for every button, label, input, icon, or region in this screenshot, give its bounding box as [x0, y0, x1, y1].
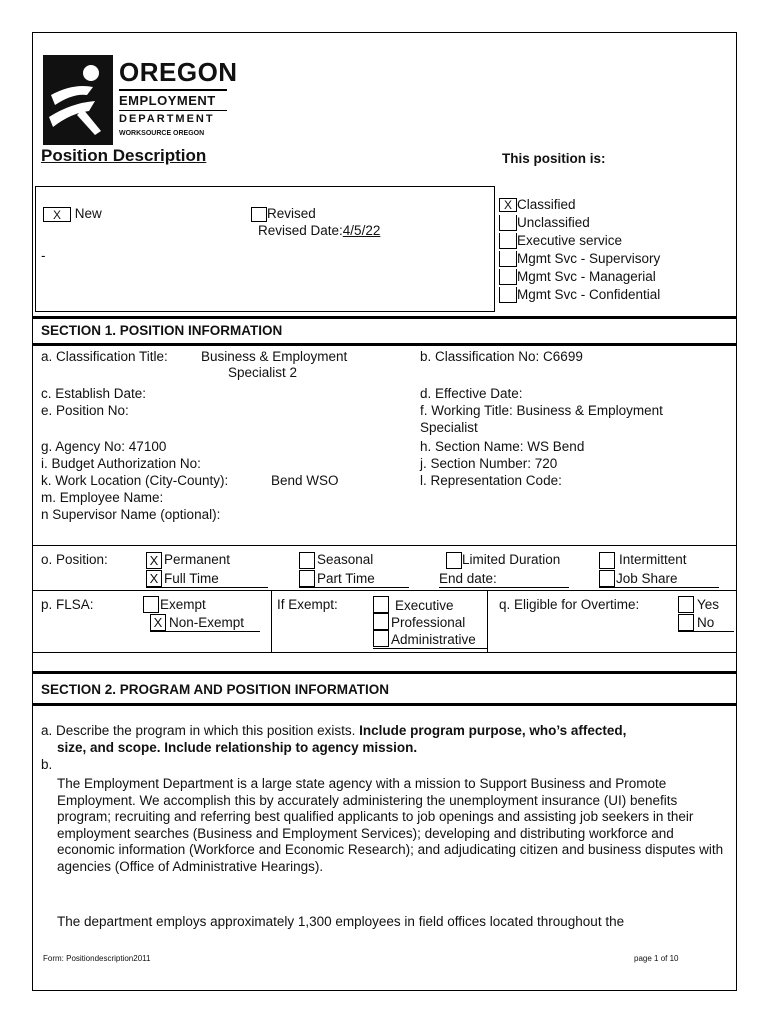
- mgmt-confidential-label: Mgmt Svc - Confidential: [517, 287, 661, 302]
- establish-date: c. Establish Date:: [41, 386, 147, 401]
- representation-code: l. Representation Code:: [420, 473, 562, 488]
- permanent-checkbox[interactable]: X: [146, 552, 162, 569]
- mgmt-managerial-label: Mgmt Svc - Managerial: [517, 269, 656, 284]
- end-date-label: End date:: [439, 571, 497, 586]
- fulltime-label: Full Time: [164, 571, 219, 586]
- logo-department: DEPARTMENT: [119, 113, 215, 125]
- logo-employment: EMPLOYMENT: [119, 93, 216, 108]
- parttime-label: Part Time: [317, 571, 375, 586]
- status-box: [35, 186, 495, 312]
- jobshare-checkbox[interactable]: [599, 570, 615, 587]
- revised-date-label: Revised Date:: [258, 223, 343, 238]
- mgmt-supervisory-label: Mgmt Svc - Supervisory: [517, 251, 661, 266]
- classification-list: [499, 196, 660, 304]
- section1-title: SECTION 1. POSITION INFORMATION: [41, 323, 283, 338]
- logo-divider: [119, 89, 227, 91]
- flsa-underline: [150, 631, 260, 632]
- position-underline-2: [299, 587, 409, 588]
- section1-top-rule: [33, 316, 736, 319]
- executive-service-label: Executive service: [517, 233, 623, 248]
- position-underline-4: [599, 587, 719, 588]
- nonexempt-checkbox[interactable]: X: [150, 614, 166, 631]
- section-name: h. Section Name: WS Bend: [420, 439, 585, 454]
- classification-title-value-2: Specialist 2: [228, 365, 298, 380]
- new-checkbox[interactable]: X: [43, 207, 71, 222]
- work-location-label: k. Work Location (City-County):: [41, 473, 229, 488]
- revised-label: Revised: [267, 206, 316, 221]
- oregon-employment-logo: [43, 55, 113, 145]
- mgmt-managerial-checkbox[interactable]: [499, 269, 517, 285]
- working-title: f. Working Title: Business & Employment: [420, 403, 663, 418]
- position-underline-1: [146, 587, 268, 588]
- professional-label: Professional: [391, 615, 466, 630]
- executive-checkbox[interactable]: [373, 596, 389, 613]
- classification-option[interactable]: [499, 214, 660, 232]
- flsa-divider: [271, 590, 272, 652]
- footer-form: Form: Positiondescription2011: [43, 954, 151, 963]
- section2-question-a: [41, 723, 626, 738]
- section2-top-rule: [33, 671, 736, 674]
- logo-divider-2: [119, 110, 227, 111]
- classification-option[interactable]: [499, 196, 660, 214]
- effective-date: d. Effective Date:: [420, 386, 523, 401]
- program-paragraph-1: The Employment Department is a large state agency with a mission to Support Business and Promote Employment. We accomplish this by accurately administering the unemployment insurance (UI) benefits program; recruiting and referring best qualified applicants to job openings and assisting job seekers in their employment searches (Business and Employment Services); developing and distributing workforce and economic information (Workforce and Economic Research); and adjudicating citizen and business disputes with agencies (Office of Administrative Hearings).: [57, 776, 724, 874]
- position-underline-3: [439, 587, 569, 588]
- classification-option[interactable]: [499, 232, 660, 250]
- classification-option[interactable]: [499, 268, 660, 286]
- unclassified-checkbox[interactable]: [499, 215, 517, 231]
- overtime-yes-label: Yes: [697, 597, 720, 612]
- intermittent-checkbox[interactable]: [599, 552, 615, 569]
- overtime-underline: [678, 631, 734, 632]
- section2-title-rule: [33, 703, 736, 706]
- flsa-row-rule: [33, 590, 736, 591]
- exempt-underline: [373, 648, 487, 649]
- classified-checkbox[interactable]: X: [499, 198, 517, 212]
- question-a-text: a. Describe the program in which this position exists.: [41, 723, 360, 738]
- classification-title-label: a. Classification Title:: [41, 349, 168, 364]
- seasonal-checkbox[interactable]: [299, 552, 315, 569]
- q-divider: [487, 590, 488, 652]
- budget-authorization: i. Budget Authorization No:: [41, 456, 201, 471]
- overtime-yes-checkbox[interactable]: [678, 596, 694, 613]
- limited-duration-label: Limited Duration: [462, 552, 561, 567]
- section-number: j. Section Number: 720: [420, 456, 558, 471]
- supervisor-name: n Supervisor Name (optional):: [41, 507, 221, 522]
- section2-b-label: b.: [41, 757, 53, 772]
- flsa-label: p. FLSA:: [41, 597, 94, 612]
- revised-option[interactable]: [251, 206, 316, 222]
- employee-name: m. Employee Name:: [41, 490, 164, 505]
- exempt-label: Exempt: [160, 597, 206, 612]
- jobshare-label: Job Share: [616, 571, 678, 586]
- new-label: New: [74, 206, 102, 221]
- new-option[interactable]: [43, 206, 102, 222]
- position-row-rule: [33, 545, 736, 546]
- logo-worksource: WORKSOURCE OREGON: [119, 130, 205, 137]
- footer-page: page 1 of 10: [634, 954, 679, 963]
- position-no: e. Position No:: [41, 403, 129, 418]
- if-exempt-label: If Exempt:: [277, 597, 338, 612]
- section1-bottom-rule: [33, 652, 736, 653]
- exempt-checkbox[interactable]: [143, 596, 159, 613]
- professional-checkbox[interactable]: [373, 613, 389, 630]
- fulltime-checkbox[interactable]: X: [146, 570, 162, 587]
- revised-checkbox[interactable]: [251, 207, 267, 222]
- program-paragraph-2: The department employs approximately 1,300 employees in field offices located throughout the: [57, 914, 625, 929]
- revised-date: [258, 223, 380, 238]
- classification-title-value: Business & Employment: [201, 349, 348, 364]
- position-is-label: This position is:: [502, 151, 606, 166]
- classification-no: b. Classification No: C6699: [420, 349, 583, 364]
- section2-title: SECTION 2. PROGRAM AND POSITION INFORMATION: [41, 682, 390, 697]
- overtime-label: q. Eligible for Overtime:: [499, 597, 640, 612]
- classification-option[interactable]: [499, 250, 660, 268]
- overtime-no-checkbox[interactable]: [678, 614, 694, 631]
- working-title-2: Specialist: [420, 420, 478, 435]
- permanent-label: Permanent: [164, 552, 231, 567]
- nonexempt-label: Non-Exempt: [169, 615, 245, 630]
- unclassified-label: Unclassified: [517, 215, 590, 230]
- administrative-checkbox[interactable]: [373, 630, 389, 647]
- mgmt-supervisory-checkbox[interactable]: [499, 251, 517, 267]
- logo-oregon: OREGON: [119, 57, 238, 87]
- page-title: Position Description: [41, 146, 207, 165]
- mgmt-confidential-checkbox[interactable]: [499, 287, 517, 303]
- executive-service-checkbox[interactable]: [499, 233, 517, 249]
- classification-option[interactable]: [499, 286, 660, 304]
- parttime-checkbox[interactable]: [299, 570, 315, 587]
- classified-label: Classified: [517, 197, 576, 212]
- section1-title-rule: [33, 343, 736, 346]
- intermittent-label: Intermittent: [619, 552, 687, 567]
- position-label: o. Position:: [41, 552, 108, 567]
- question-a-bold: Include program purpose, who’s affected,: [359, 723, 627, 738]
- revised-date-value[interactable]: 4/5/22: [342, 223, 381, 238]
- work-location-value: Bend WSO: [271, 473, 339, 488]
- status-dash: -: [41, 248, 46, 263]
- administrative-label: Administrative: [391, 632, 476, 647]
- limited-duration-checkbox[interactable]: [446, 552, 462, 569]
- seasonal-label: Seasonal: [317, 552, 374, 567]
- document-page: [32, 32, 737, 991]
- overtime-no-label: No: [697, 615, 715, 630]
- executive-label: Executive: [395, 598, 454, 613]
- agency-no: g. Agency No: 47100: [41, 439, 167, 454]
- section2-question-a-2: size, and scope. Include relationship to agency mission.: [57, 740, 418, 755]
